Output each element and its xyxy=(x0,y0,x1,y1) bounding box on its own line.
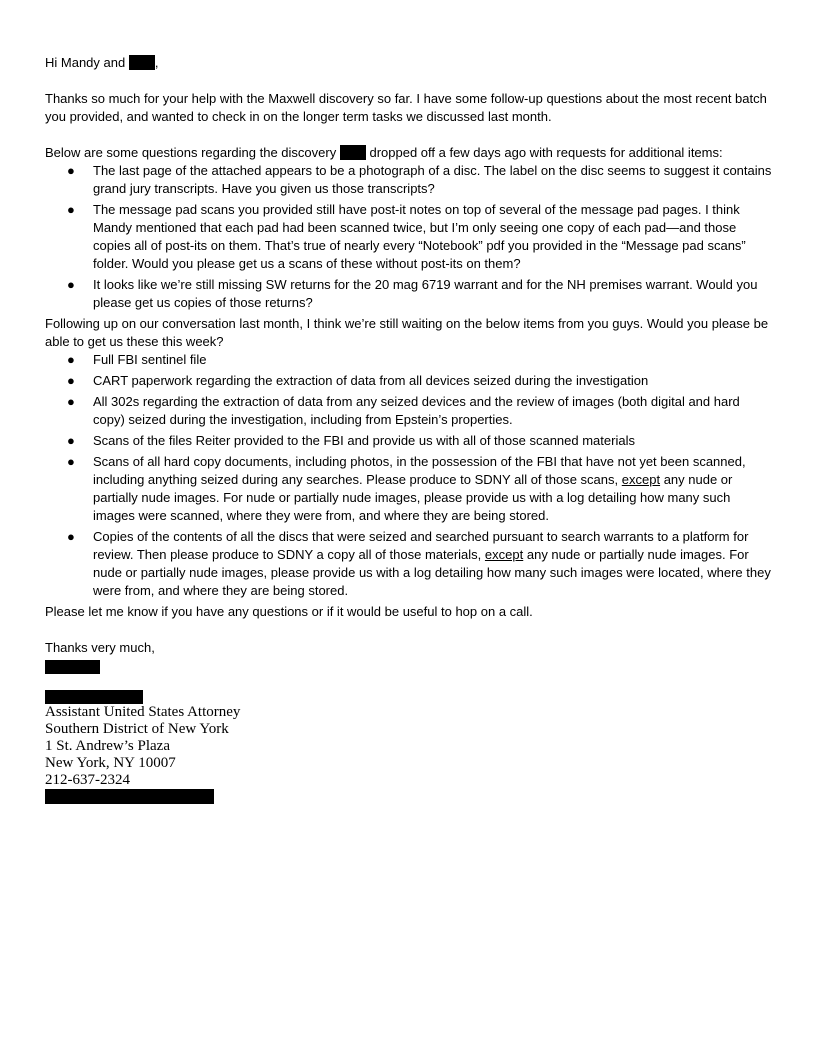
list-item xyxy=(45,453,773,525)
list-item-text: any nude or partially nude images. For nude or partially nude images, please provide us with a log detailing how many such images were located, where they were from, and where they are being stored. xyxy=(93,547,771,598)
redaction-block xyxy=(129,55,155,70)
signature-title: Assistant United States Attorney xyxy=(45,704,241,720)
closing-paragraph: Please let me know if you have any questions or if it would be useful to hop on a call. xyxy=(45,604,533,619)
list-item xyxy=(45,351,773,369)
list-item xyxy=(45,201,773,273)
bullet-icon: ● xyxy=(67,202,75,217)
list-item-text: Scans of the files Reiter provided to the FBI and provide us with all of those scanned materials xyxy=(93,433,635,448)
list-item-text: CART paperwork regarding the extraction of data from all devices seized during the investigation xyxy=(93,373,649,388)
greeting-text: Hi Mandy and xyxy=(45,55,126,70)
greeting xyxy=(45,54,773,72)
underlined-except: except xyxy=(484,547,524,562)
list-item-text: Full FBI sentinel file xyxy=(93,352,207,367)
list-item xyxy=(45,432,773,450)
email-body xyxy=(45,54,773,804)
intro-paragraph: Thanks so much for your help with the Maxwell discovery so far. I have some follow-up questions about the most recent batch you provided, and wanted to check in on the longer term tasks we discussed last month. xyxy=(45,91,767,124)
bullet-icon: ● xyxy=(67,373,75,388)
bullet-icon: ● xyxy=(67,163,75,178)
list-item-text: All 302s regarding the extraction of data from any seized devices and the review of images (both digital and hard copy) seized during the investigation, including from Epstein’s properties. xyxy=(93,394,740,427)
section1-list xyxy=(45,162,773,312)
bullet-icon: ● xyxy=(67,352,75,367)
list-item-text: Scans of all hard copy documents, including photos, in the possession of the FBI that have not yet been scanned, including anything seized during any searches. Please produce to SDNY all of those scans, xyxy=(93,454,746,487)
redaction-block xyxy=(340,145,366,160)
list-item xyxy=(45,528,773,600)
signature-phone: 212-637-2324 xyxy=(45,772,130,788)
list-item-text: The last page of the attached appears to be a photograph of a disc. The label on the disc seems to suggest it contains grand jury transcripts. Have you given us those transcripts? xyxy=(93,163,772,196)
redaction-block xyxy=(45,690,143,704)
list-item xyxy=(45,162,773,198)
section2-lead: Following up on our conversation last month, I think we’re still waiting on the below items from you guys. Would you please be able to get us these this week? xyxy=(45,316,769,349)
bullet-icon: ● xyxy=(67,529,75,544)
list-item-text: It looks like we’re still missing SW returns for the 20 mag 6719 warrant and for the NH premises warrant. Would you please get us copies of those returns? xyxy=(93,277,758,310)
section2-list xyxy=(45,351,773,600)
section1-lead-b: dropped off a few days ago with requests for additional items: xyxy=(369,145,723,160)
section1-lead xyxy=(45,144,773,162)
redaction-block xyxy=(45,789,214,804)
signature-city: New York, NY 10007 xyxy=(45,755,176,771)
list-item-text: any nude or partially nude images. For nude or partially nude images, please provide us with a log detailing how many such images were scanned, where they were from, and where they are being stored. xyxy=(93,472,733,523)
bullet-icon: ● xyxy=(67,433,75,448)
signature-block xyxy=(45,704,773,789)
bullet-icon: ● xyxy=(67,394,75,409)
greeting-suffix: , xyxy=(154,55,159,70)
redaction-block xyxy=(45,660,100,674)
list-item-text: The message pad scans you provided still have post-it notes on top of several of the message pad pages. I think Mandy mentioned that each pad had been scanned twice, but I’m only seeing one copy of each pad—and those copies all of post-its on them. That’s true of nearly every “Notebook” pdf you provided in the “Message pad scans” folder. Would you please get us a scans of these without post-its on them? xyxy=(93,202,746,271)
section1-lead-a: Below are some questions regarding the discovery xyxy=(45,145,337,160)
underlined-except: except xyxy=(621,472,661,487)
list-item xyxy=(45,393,773,429)
list-item xyxy=(45,372,773,390)
bullet-icon: ● xyxy=(67,277,75,292)
list-item xyxy=(45,276,773,312)
signoff: Thanks very much, xyxy=(45,640,155,655)
signature-street: 1 St. Andrew’s Plaza xyxy=(45,738,170,754)
signature-office: Southern District of New York xyxy=(45,721,229,737)
list-item-text: Copies of the contents of all the discs that were seized and searched pursuant to search warrants to a platform for review. Then please produce to SDNY a copy all of those materials, xyxy=(93,529,749,562)
bullet-icon: ● xyxy=(67,454,75,469)
